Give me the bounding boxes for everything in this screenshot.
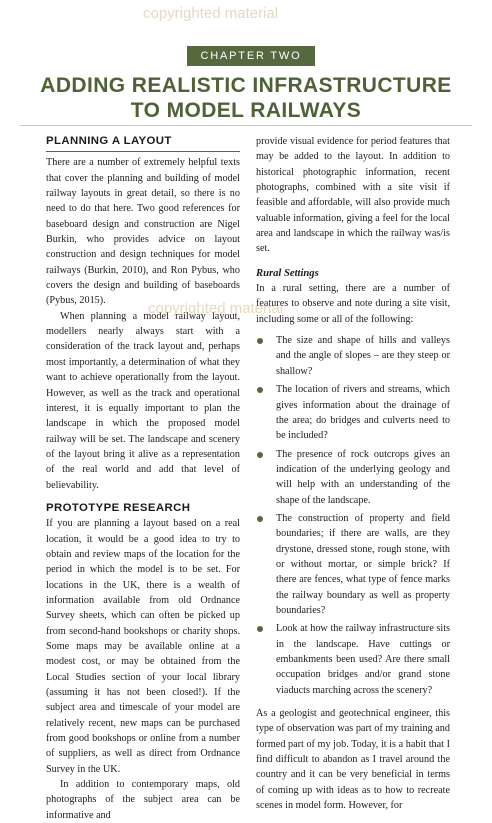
- watermark-top: copyrighted material: [143, 5, 279, 22]
- list-item-text: The size and shape of hills and valleys and the angle of slopes – are they steep or shallow?: [276, 335, 450, 377]
- paragraph: When planning a model railway layout, modellers nearly always start with a consideration of the track layout and, perhaps most importantly, a determination of what they want to achieve operationally from the layout. However, as well as the track and operational interest, it is equally important to plan the landscape in which the proposed model railway will be set. The landscape and scenery of the layout bring it alive as a representation of the real world and add that level of believability.: [46, 310, 240, 491]
- chapter-title: [20, 73, 472, 123]
- paragraph: In addition to contemporary maps, old photographs of the subject area can be informative and: [46, 779, 240, 821]
- list-item: [256, 621, 450, 698]
- section-heading-prototype: PROTOTYPE RESEARCH: [46, 501, 191, 514]
- list-item-text: The construction of property and field boundaries; if there are walls, are they drystone, dressed stone, rough stone, with or without mortar, or simple brick? If there are fences, what type of fence marks the railway boundary as well as property boundaries?: [276, 512, 450, 616]
- paragraph: There are a number of extremely helpful texts that cover the planning and building of model railway layouts in great detail, so there is no need to do that here. Two good references for baseboard design and construction are Nigel Burkin, who provides advice on layout construction and design techniques for model railways (Burkin, 2010), and Ron Pybus, who covers the design and building of baseboards (Pybus, 2015).: [46, 157, 240, 307]
- subheading-rural-settings: Rural Settings: [256, 267, 319, 279]
- chapter-label: CHAPTER TWO: [187, 46, 315, 66]
- list-item: [256, 447, 450, 508]
- list-item-text: Look at how the railway infrastructure sits in the landscape. Have cuttings or embankments been used? Are there small occupation bridges and/or grand stone viaducts marching across the scenery?: [276, 623, 450, 696]
- right-column: [256, 134, 450, 813]
- section-heading-planning: PLANNING A LAYOUT: [46, 134, 240, 152]
- list-item-text: The location of rivers and streams, which gives information about the drainage of the area; do bridges and culverts need to be included?: [276, 384, 450, 442]
- title-line-2: TO MODEL RAILWAYS: [130, 99, 362, 122]
- list-item-text: The presence of rock outcrops gives an indication of the underlying geology and will help with an understanding of the shape of the landscape.: [276, 448, 450, 506]
- bullet-icon: [257, 338, 263, 344]
- watermark: copyrighted material: [148, 300, 284, 317]
- bullet-icon: [257, 452, 263, 458]
- paragraph: As a geologist and geotechnical engineer, this type of observation was part of my training and formed part of my job. Today, it is a habit that I find difficult to abandon as I travel around the country and it can be very beneficial in terms of coming up with ideas as to how to recreate scenes in model form. However, for: [256, 708, 450, 812]
- title-divider: [20, 125, 472, 126]
- bullet-icon: [257, 626, 263, 632]
- bullet-icon: [257, 516, 263, 522]
- list-item: [256, 382, 450, 443]
- list-item: [256, 333, 450, 379]
- paragraph: provide visual evidence for period features that may be added to the layout. In addition to historical photographic information, recent photographs, combined with a site visit if feasible and affordable, will also provide much valuable information, giving a feel for the local area and landscape in which the railway was/is set.: [256, 136, 450, 255]
- list-item: [256, 511, 450, 618]
- title-line-1: ADDING REALISTIC INFRASTRUCTURE: [40, 74, 452, 97]
- paragraph: If you are planning a layout based on a real location, it would be a good idea to try to obtain and review maps of the location for the period in which the model is to be set. For locations in the UK, there is a wealth of information available from old Ordnance Survey sheets, which can often be picked up from second-hand bookshops or charity shops. Some maps may be available online at a modest cost, or may be obtained from the Local Studies section of your local library (assuming it has not been closed!). If the subject area and timescale of your model are relatively recent, new maps can be purchased from good bookshops or online from a number of suppliers, as well as direct from Ordnance Survey in the UK.: [46, 518, 240, 775]
- bullet-icon: [257, 387, 263, 393]
- feature-list: [256, 333, 450, 698]
- paragraph: In a rural setting, there are a number of features to observe and note during a site visit, including some or all of the following:: [256, 283, 450, 325]
- left-column: [46, 134, 240, 823]
